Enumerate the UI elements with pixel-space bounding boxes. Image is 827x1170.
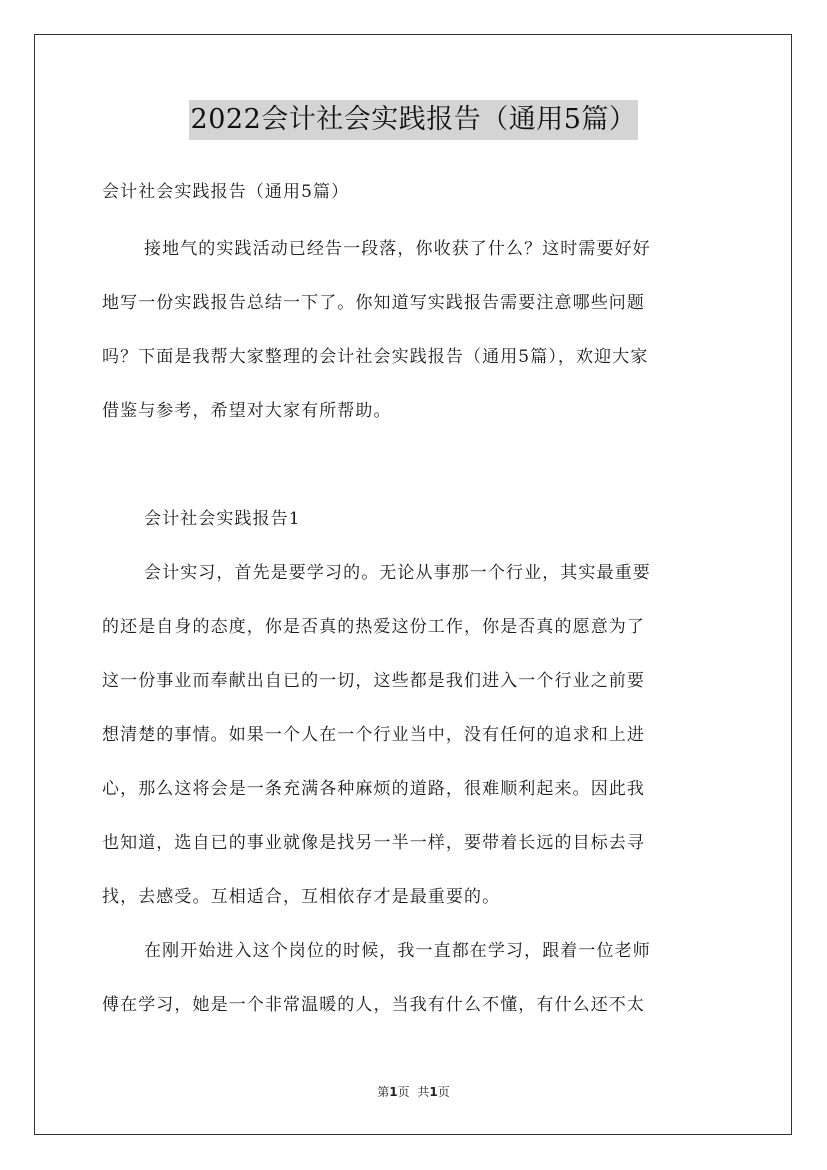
paragraph-line: 找，去感受。互相适合，互相依存才是最重要的。 <box>102 887 501 907</box>
intro-line: 吗？下面是我帮大家整理的会计社会实践报告（通用5篇），欢迎大家 <box>102 347 649 367</box>
page-suffix: 页 <box>397 1085 410 1099</box>
paragraph-line: 傅在学习，她是一个非常温暖的人，当我有什么不懂，有什么还不太 <box>102 995 645 1015</box>
paragraph-line: 在刚开始进入这个岗位的时候，我一直都在学习，跟着一位老师 <box>144 941 651 961</box>
total-suffix: 页 <box>437 1085 450 1099</box>
total-prefix: 共 <box>417 1085 430 1099</box>
page-footer <box>0 1082 827 1102</box>
paragraph-line: 心，那么这将会是一条充满各种麻烦的道路，很难顺利起来。因此我 <box>102 779 645 799</box>
document-title: 2022会计社会实践报告（通用5篇） <box>189 100 639 140</box>
title-container <box>0 100 827 140</box>
intro-line: 借鉴与参考，希望对大家有所帮助。 <box>102 401 392 421</box>
paragraph-line: 的还是自身的态度，你是否真的热爱这份工作，你是否真的愿意为了 <box>102 617 645 637</box>
document-subtitle: 会计社会实践报告（通用5篇） <box>102 182 350 202</box>
section-heading: 会计社会实践报告1 <box>144 509 301 529</box>
paragraph-line: 想清楚的事情。如果一个人在一个行业当中，没有任何的追求和上进 <box>102 725 645 745</box>
paragraph-line: 会计实习，首先是要学习的。无论从事那一个行业，其实最重要 <box>144 563 651 583</box>
paragraph-2 <box>102 924 732 1032</box>
paragraph-1 <box>102 546 732 924</box>
total-pages: 1 <box>429 1085 438 1099</box>
intro-line: 接地气的实践活动已经告一段落，你收获了什么？这时需要好好 <box>144 239 651 259</box>
intro-line: 地写一份实践报告总结一下了。你知道写实践报告需要注意哪些问题 <box>102 293 645 313</box>
page-prefix: 第 <box>377 1085 390 1099</box>
paragraph-line: 这一份事业而奉献出自已的一切，这些都是我们进入一个行业之前要 <box>102 671 645 691</box>
page-number: 1 <box>389 1085 398 1099</box>
paragraph-line: 也知道，选自已的事业就像是找另一半一样，要带着长远的目标去寻 <box>102 833 645 853</box>
intro-paragraph <box>102 222 732 438</box>
